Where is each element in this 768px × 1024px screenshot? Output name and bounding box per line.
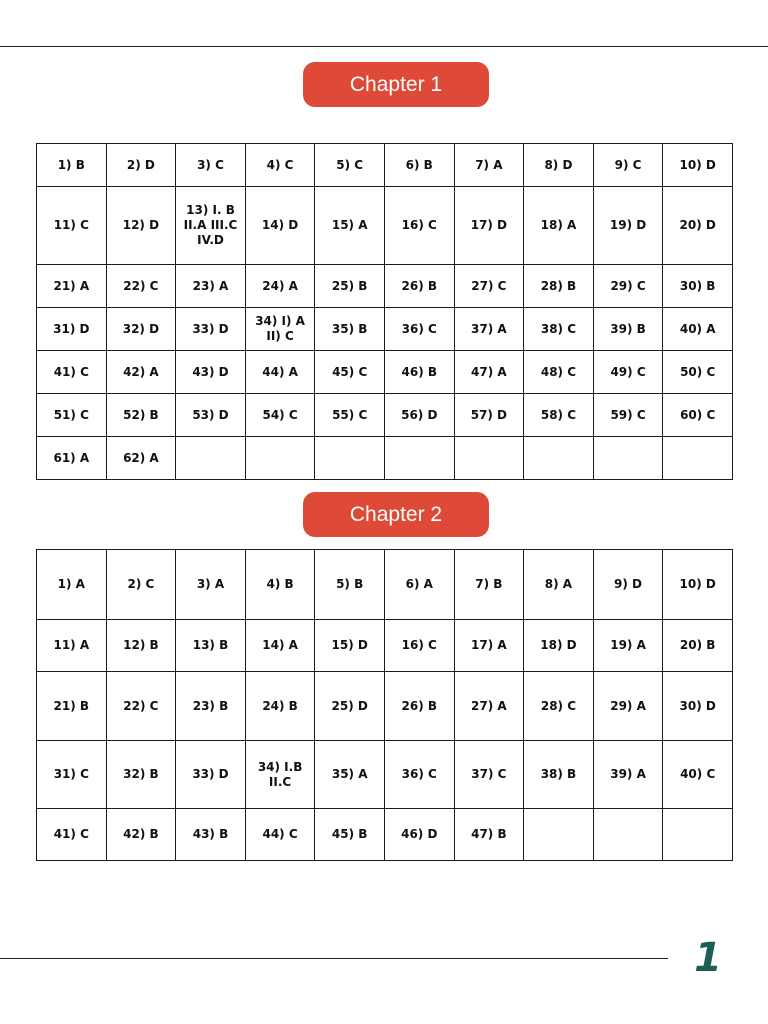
answer-cell: 40) A: [663, 308, 733, 351]
answer-cell: 32) D: [106, 308, 176, 351]
answer-cell: 23) A: [176, 265, 246, 308]
answer-cell: 28) C: [524, 672, 594, 741]
answer-cell: 5) B: [315, 550, 385, 620]
answer-row: [37, 144, 733, 187]
answer-cell: 47) A: [454, 351, 524, 394]
answer-row: [37, 394, 733, 437]
answer-cell: 33) D: [176, 308, 246, 351]
answer-cell: 30) D: [663, 672, 733, 741]
answer-cell: [454, 437, 524, 480]
answer-cell: [524, 809, 594, 861]
answer-cell: 51) C: [37, 394, 107, 437]
answer-cell: 45) C: [315, 351, 385, 394]
answer-cell: 28) B: [524, 265, 594, 308]
answer-cell: 53) D: [176, 394, 246, 437]
answer-cell: 42) A: [106, 351, 176, 394]
answer-cell: 39) B: [593, 308, 663, 351]
answer-cell: 14) A: [245, 620, 315, 672]
answer-cell: 2) C: [106, 550, 176, 620]
answer-cell: [524, 437, 594, 480]
answer-cell: 1) B: [37, 144, 107, 187]
answer-cell: 8) A: [524, 550, 594, 620]
answer-cell: [663, 437, 733, 480]
answer-cell: 4) B: [245, 550, 315, 620]
answer-cell: [593, 809, 663, 861]
answer-cell: 47) B: [454, 809, 524, 861]
answer-cell: 10) D: [663, 144, 733, 187]
answer-row: [37, 187, 733, 265]
answer-cell: 54) C: [245, 394, 315, 437]
answer-cell: 29) A: [593, 672, 663, 741]
answer-cell: 30) B: [663, 265, 733, 308]
chapter-2-title: Chapter 2: [303, 492, 489, 537]
answer-row: [37, 809, 733, 861]
answer-row: [37, 265, 733, 308]
answer-cell: 34) I) A II) C: [245, 308, 315, 351]
answer-row: [37, 741, 733, 809]
answer-cell: 22) C: [106, 672, 176, 741]
top-rule: [0, 46, 768, 47]
answer-cell: [315, 437, 385, 480]
answer-cell: 6) B: [384, 144, 454, 187]
answer-cell: 7) B: [454, 550, 524, 620]
answer-cell: 19) D: [593, 187, 663, 265]
answer-cell: 8) D: [524, 144, 594, 187]
answer-cell: 31) D: [37, 308, 107, 351]
answer-cell: 3) A: [176, 550, 246, 620]
answer-row: [37, 308, 733, 351]
answer-cell: 26) B: [384, 672, 454, 741]
answer-cell: 56) D: [384, 394, 454, 437]
answer-cell: 9) D: [593, 550, 663, 620]
page-number: 1: [694, 935, 722, 981]
answer-cell: 9) C: [593, 144, 663, 187]
answer-cell: 59) C: [593, 394, 663, 437]
answer-cell: 12) B: [106, 620, 176, 672]
answer-cell: 36) C: [384, 741, 454, 809]
answer-cell: 43) B: [176, 809, 246, 861]
answer-cell: 43) D: [176, 351, 246, 394]
answer-cell: [663, 809, 733, 861]
answer-cell: 12) D: [106, 187, 176, 265]
answer-cell: 45) B: [315, 809, 385, 861]
answer-cell: 60) C: [663, 394, 733, 437]
answer-cell: 17) A: [454, 620, 524, 672]
answer-cell: 5) C: [315, 144, 385, 187]
answer-cell: 25) D: [315, 672, 385, 741]
answer-cell: [245, 437, 315, 480]
answer-cell: 40) C: [663, 741, 733, 809]
answer-cell: 16) C: [384, 620, 454, 672]
answer-cell: 37) C: [454, 741, 524, 809]
answer-cell: 31) C: [37, 741, 107, 809]
answer-cell: 15) A: [315, 187, 385, 265]
chapter-1-answer-table: [36, 143, 733, 480]
answer-cell: 44) C: [245, 809, 315, 861]
answer-cell: 24) B: [245, 672, 315, 741]
answer-cell: 19) A: [593, 620, 663, 672]
answer-cell: 34) I.B II.C: [245, 741, 315, 809]
answer-cell: 13) I. B II.A III.C IV.D: [176, 187, 246, 265]
answer-cell: 10) D: [663, 550, 733, 620]
answer-cell: 38) C: [524, 308, 594, 351]
answer-cell: 29) C: [593, 265, 663, 308]
bottom-rule: [0, 958, 668, 959]
answer-row: [37, 620, 733, 672]
answer-cell: [384, 437, 454, 480]
answer-row: [37, 437, 733, 480]
answer-cell: 11) A: [37, 620, 107, 672]
answer-cell: 7) A: [454, 144, 524, 187]
answer-cell: 16) C: [384, 187, 454, 265]
chapter-1-title: Chapter 1: [303, 62, 489, 107]
chapter-2-answer-table: [36, 549, 733, 861]
answer-cell: 15) D: [315, 620, 385, 672]
answer-cell: 4) C: [245, 144, 315, 187]
answer-cell: 38) B: [524, 741, 594, 809]
answer-cell: 55) C: [315, 394, 385, 437]
answer-cell: 20) D: [663, 187, 733, 265]
answer-cell: 14) D: [245, 187, 315, 265]
answer-cell: 44) A: [245, 351, 315, 394]
answer-cell: 26) B: [384, 265, 454, 308]
answer-cell: 23) B: [176, 672, 246, 741]
answer-cell: 21) A: [37, 265, 107, 308]
answer-cell: 17) D: [454, 187, 524, 265]
answer-cell: 36) C: [384, 308, 454, 351]
answer-cell: 46) B: [384, 351, 454, 394]
answer-cell: [176, 437, 246, 480]
answer-cell: 50) C: [663, 351, 733, 394]
answer-cell: 61) A: [37, 437, 107, 480]
answer-cell: 20) B: [663, 620, 733, 672]
answer-row: [37, 351, 733, 394]
answer-cell: 6) A: [384, 550, 454, 620]
answer-cell: 49) C: [593, 351, 663, 394]
answer-cell: 24) A: [245, 265, 315, 308]
answer-cell: 62) A: [106, 437, 176, 480]
answer-cell: 13) B: [176, 620, 246, 672]
answer-cell: 39) A: [593, 741, 663, 809]
answer-cell: 41) C: [37, 351, 107, 394]
answer-cell: 21) B: [37, 672, 107, 741]
answer-row: [37, 672, 733, 741]
answer-cell: 52) B: [106, 394, 176, 437]
answer-cell: 35) A: [315, 741, 385, 809]
answer-cell: 25) B: [315, 265, 385, 308]
answer-cell: 18) A: [524, 187, 594, 265]
answer-cell: 42) B: [106, 809, 176, 861]
answer-cell: 46) D: [384, 809, 454, 861]
answer-cell: 32) B: [106, 741, 176, 809]
answer-cell: 58) C: [524, 394, 594, 437]
answer-cell: [593, 437, 663, 480]
answer-cell: 48) C: [524, 351, 594, 394]
answer-cell: 41) C: [37, 809, 107, 861]
answer-cell: 27) C: [454, 265, 524, 308]
answer-cell: 22) C: [106, 265, 176, 308]
answer-cell: 37) A: [454, 308, 524, 351]
answer-cell: 57) D: [454, 394, 524, 437]
answer-cell: 11) C: [37, 187, 107, 265]
answer-cell: 35) B: [315, 308, 385, 351]
answer-cell: 33) D: [176, 741, 246, 809]
answer-cell: 2) D: [106, 144, 176, 187]
answer-cell: 18) D: [524, 620, 594, 672]
answer-cell: 3) C: [176, 144, 246, 187]
answer-row: [37, 550, 733, 620]
answer-cell: 1) A: [37, 550, 107, 620]
answer-cell: 27) A: [454, 672, 524, 741]
